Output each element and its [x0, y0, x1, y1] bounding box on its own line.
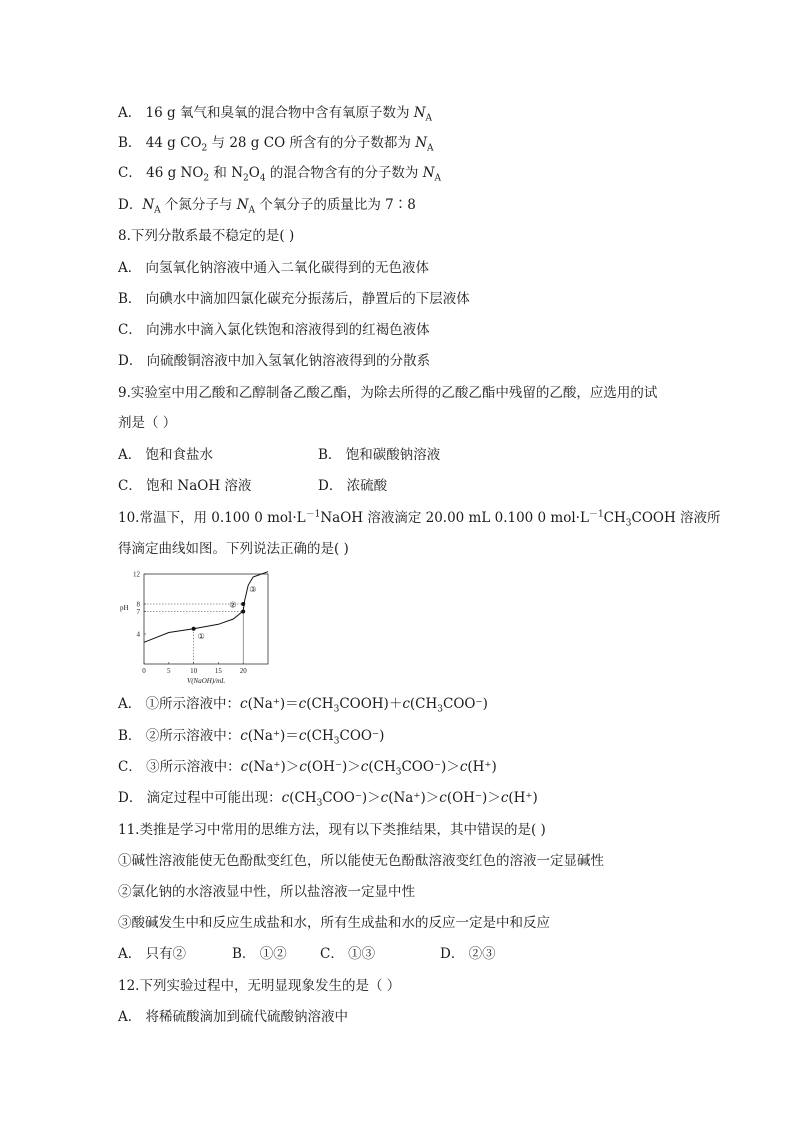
- q9-option-a: A． 饱和食盐水: [118, 447, 214, 463]
- point-label: ①: [197, 631, 205, 641]
- point-label: ③: [249, 585, 257, 594]
- q9-stem-line2: 剂是（ ）: [118, 415, 177, 431]
- titration-curve-chart: [116, 566, 276, 690]
- q11-option-c: C． ①③: [320, 946, 376, 962]
- x-tick-label: 0: [142, 667, 146, 675]
- x-tick-label: 10: [190, 667, 198, 675]
- q8-option-a: A． 向氢氧化钠溶液中通入二氧化碳得到的无色液体: [118, 260, 430, 276]
- point-label: ②: [229, 600, 237, 610]
- y-axis-label: pH: [120, 603, 129, 612]
- q9-stem-line1: 9.实验室中用乙酸和乙醇制备乙酸乙酯，为除去所得的乙酸乙酯中残留的乙酸，应选用的试: [118, 385, 658, 401]
- y-tick-label: 8: [136, 600, 140, 609]
- q9-option-b: B． 饱和碳酸钠溶液: [318, 447, 441, 463]
- q8-stem: 8.下列分散系最不稳定的是( ): [118, 228, 295, 244]
- q7-option-a: A． 16 g 氧气和臭氧的混合物中含有氧原子数为 $N_A$: [118, 105, 433, 124]
- q8-option-c: C． 向沸水中滴入氯化铁饱和溶液得到的红褐色液体: [118, 322, 430, 338]
- titration-curve: [144, 572, 268, 643]
- x-tick-label: 15: [214, 667, 222, 675]
- q11-option-d: D． ②③: [440, 946, 496, 962]
- q8-option-d: D． 向硫酸铜溶液中加入氢氧化钠溶液得到的分散系: [118, 353, 431, 369]
- marked-point: [241, 602, 245, 606]
- q10-option-b: B． ②所示溶液中：$c(Na^+)=c(CH_3COO^-)$: [118, 728, 385, 747]
- x-axis-label: V(NaOH)/mL: [186, 677, 226, 685]
- q7-option-c: C． 46 g $NO_2$ 和 $N_2O_4$ 的混合物含有的分子数为 $N_A$: [118, 165, 441, 184]
- q10-option-d: D． 滴定过程中可能出现：$c(CH_3COO^-)>c(Na^+)>c(OH^-)>c(H^+)$: [118, 790, 538, 809]
- marked-point: [192, 627, 196, 631]
- q10-stem-line2: 得滴定曲线如图。下列说法正确的是( ): [118, 541, 349, 557]
- q12-stem: 12.下列实验过程中，无明显现象发生的是（ ）: [118, 978, 401, 994]
- q11-statement-1: ①碱性溶液能使无色酚酞变红色，所以能使无色酚酞溶液变红色的溶液一定显碱性: [118, 853, 604, 869]
- q11-stem: 11.类推是学习中常用的思维方法，现有以下类推结果，其中错误的是( ): [118, 822, 546, 838]
- x-tick-label: 20: [239, 667, 247, 675]
- q10-option-a: A． ①所示溶液中：$c(Na^+)=c(CH_3COOH)+c(CH_3COO^-)$: [118, 696, 488, 715]
- q12-option-a: A． 将稀硫酸滴加到硫代硫酸钠溶液中: [118, 1009, 349, 1025]
- q7-option-d: D．$N_A$ 个氮分子与 $N_A$ 个氧分子的质量比为 7∶8: [118, 197, 416, 216]
- y-tick-label: 12: [133, 570, 140, 579]
- q11-statement-2: ②氯化钠的水溶液显中性，所以盐溶液一定显中性: [118, 884, 415, 900]
- y-tick-label: 4: [136, 630, 140, 639]
- q8-option-b: B． 向碘水中滴加四氯化碳充分振荡后，静置后的下层液体: [118, 291, 470, 307]
- q11-option-a: A． 只有②: [118, 946, 187, 962]
- q9-option-c: C． 饱和 NaOH 溶液: [118, 478, 252, 494]
- q10-option-c: C． ③所示溶液中：$c(Na^+)>c(OH^-)>c(CH_3COO^-)>c(H^+)$: [118, 759, 497, 778]
- q11-option-b: B． ①②: [232, 946, 287, 962]
- q11-statement-3: ③酸碱发生中和反应生成盐和水，所有生成盐和水的反应一定是中和反应: [118, 915, 550, 931]
- x-tick-label: 5: [167, 667, 171, 675]
- q7-option-b: B． 44 g $CO_2$ 与 28 g CO 所含有的分子数都为 $N_A$: [118, 135, 434, 154]
- q10-stem-line1: 10.常温下，用 0.100 0 $mol\cdot L^{-1}NaOH$ 溶液滴定 20.00 mL 0.100 0 $mol\cdot L^{-1}CH_3COOH$ 溶液所: [118, 509, 721, 529]
- q9-option-d: D． 浓硫酸: [318, 478, 388, 494]
- y-tick-label: 7: [136, 608, 140, 616]
